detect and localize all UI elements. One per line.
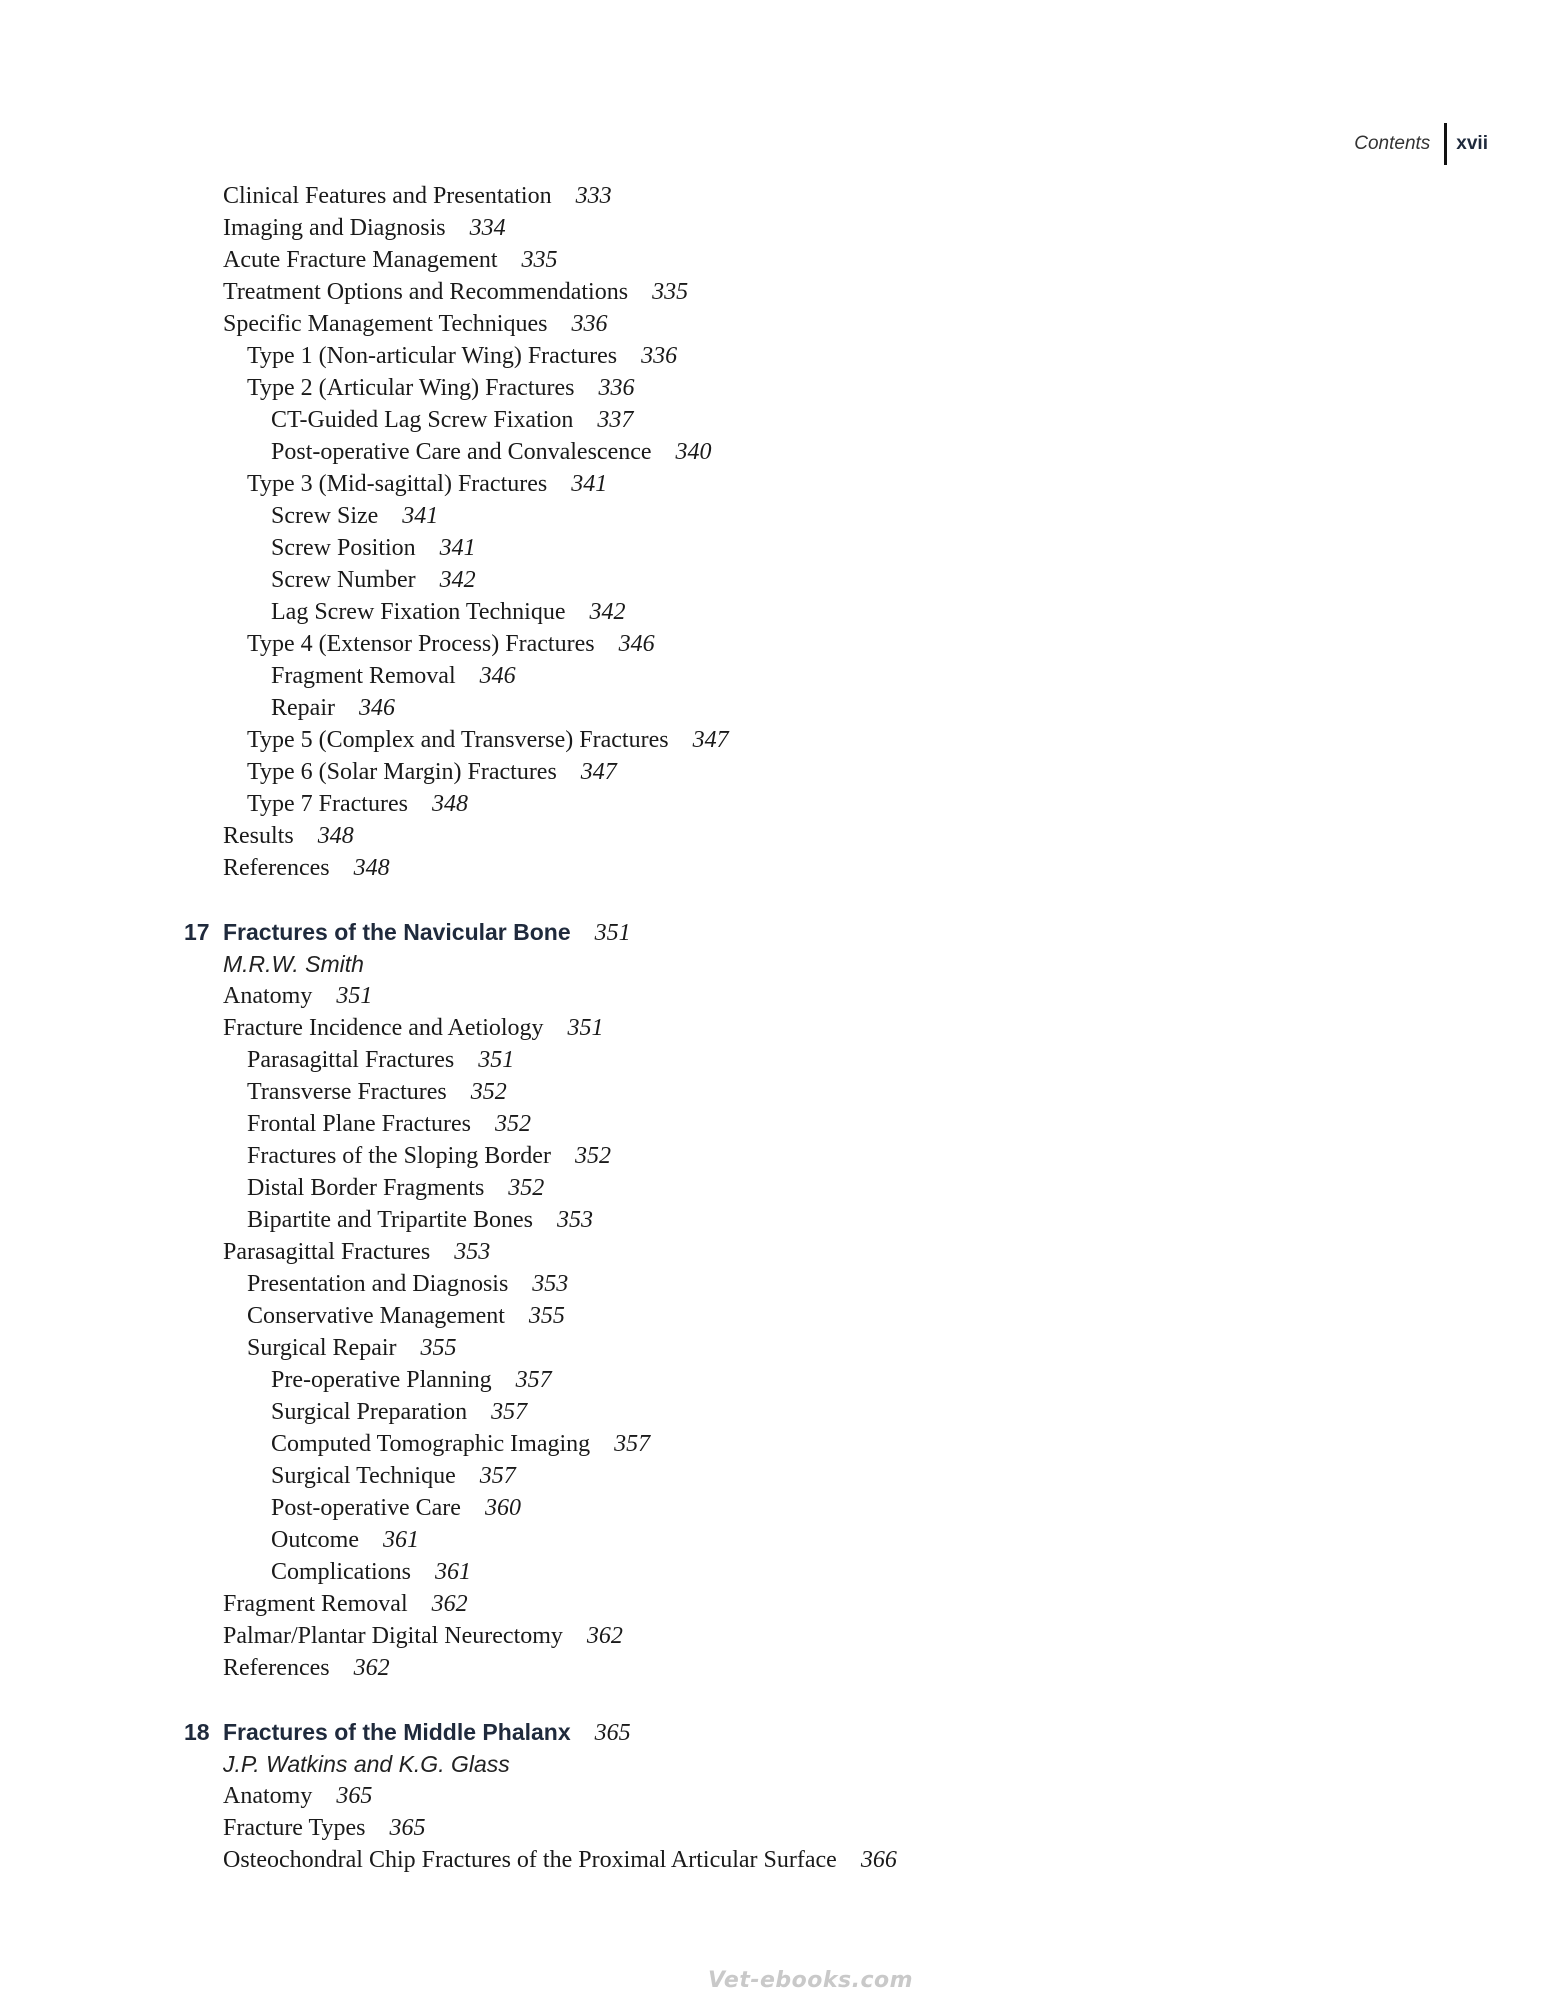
chapter-heading[interactable] bbox=[0, 1716, 1565, 1748]
chapter-page: 351 bbox=[594, 920, 631, 946]
chapter-page: 365 bbox=[594, 1720, 631, 1746]
toc-entry-page: 348 bbox=[317, 823, 354, 849]
toc-entry-page: 347 bbox=[692, 727, 729, 753]
toc-entry[interactable] bbox=[0, 468, 1565, 500]
chapter-number: 18 bbox=[184, 1719, 210, 1745]
toc-entry-title: Frontal Plane Fractures bbox=[247, 1111, 471, 1137]
toc-entry-page: 357 bbox=[491, 1399, 528, 1425]
toc-entry[interactable] bbox=[0, 1108, 1565, 1140]
toc-entry[interactable] bbox=[0, 628, 1565, 660]
toc-entry-title: Type 7 Fractures bbox=[247, 791, 408, 817]
toc-entry-title: Screw Position bbox=[271, 535, 416, 561]
toc-entry-page: 342 bbox=[439, 567, 476, 593]
toc-entry[interactable] bbox=[0, 1620, 1565, 1652]
toc-entry[interactable] bbox=[0, 1044, 1565, 1076]
toc-entry-title: Screw Size bbox=[271, 503, 379, 529]
toc-entry[interactable] bbox=[0, 820, 1565, 852]
toc-entry-page: 361 bbox=[435, 1559, 471, 1585]
toc-entry[interactable] bbox=[0, 564, 1565, 596]
toc-entry-page: 361 bbox=[382, 1527, 419, 1553]
toc-entry-title: Outcome bbox=[271, 1527, 359, 1553]
toc-entry-title: Anatomy bbox=[223, 1783, 313, 1809]
toc-entry[interactable] bbox=[0, 1524, 1565, 1556]
chapter-title: Fractures of the Middle Phalanx bbox=[223, 1719, 571, 1745]
toc-entry-page: 348 bbox=[353, 855, 390, 881]
toc-entry[interactable] bbox=[0, 1364, 1565, 1396]
toc-entry-page: 348 bbox=[431, 791, 468, 817]
toc-entry-title: References bbox=[223, 855, 330, 881]
toc-entry[interactable] bbox=[0, 276, 1565, 308]
toc-entry[interactable] bbox=[0, 404, 1565, 436]
toc-entry[interactable] bbox=[0, 532, 1565, 564]
toc-entry[interactable] bbox=[0, 212, 1565, 244]
toc-entry-title: Post-operative Care and Convalescence bbox=[271, 439, 652, 465]
toc-entry-title: Type 2 (Articular Wing) Fractures bbox=[247, 375, 575, 401]
toc-entry-page: 352 bbox=[508, 1175, 545, 1201]
toc-entry-page: 362 bbox=[431, 1591, 468, 1617]
toc-entry-title: Osteochondral Chip Fractures of the Proximal Articular Surface bbox=[223, 1847, 837, 1873]
toc-entry-title: Parasagittal Fractures bbox=[223, 1239, 431, 1265]
toc-entry[interactable] bbox=[0, 1428, 1565, 1460]
toc-entry-page: 357 bbox=[515, 1367, 552, 1393]
toc-entry-page: 340 bbox=[675, 439, 712, 465]
chapter-author: M.R.W. Smith bbox=[223, 951, 364, 977]
toc-entry-title: Specific Management Techniques bbox=[223, 311, 548, 337]
toc-entry-title: Surgical Preparation bbox=[271, 1399, 468, 1425]
toc-entry[interactable] bbox=[0, 500, 1565, 532]
toc-entry-page: 341 bbox=[402, 503, 439, 529]
toc-entry-page: 355 bbox=[420, 1335, 457, 1361]
toc-entry-title: Repair bbox=[271, 695, 335, 721]
toc-entry-page: 352 bbox=[494, 1111, 531, 1137]
toc-entry-page: 337 bbox=[597, 407, 634, 433]
toc-entry-page: 346 bbox=[479, 663, 516, 689]
toc-entry-page: 346 bbox=[618, 631, 655, 657]
toc-entry-page: 351 bbox=[567, 1015, 604, 1041]
toc-entry-page: 346 bbox=[358, 695, 395, 721]
toc-entry[interactable] bbox=[0, 852, 1565, 884]
toc-entry[interactable] bbox=[0, 1492, 1565, 1524]
toc-entry-page: 341 bbox=[571, 471, 608, 497]
toc-entry-page: 341 bbox=[439, 535, 476, 561]
toc-entry-title: Fragment Removal bbox=[223, 1591, 408, 1617]
toc-entry-title: Anatomy bbox=[223, 983, 313, 1009]
toc-entry[interactable] bbox=[0, 1332, 1565, 1364]
toc-entry-title: Screw Number bbox=[271, 567, 416, 593]
toc-entry-page: 365 bbox=[389, 1815, 426, 1841]
toc-entry-title: Conservative Management bbox=[247, 1303, 505, 1329]
chapter-author: J.P. Watkins and K.G. Glass bbox=[223, 1751, 510, 1777]
toc-entry[interactable] bbox=[0, 340, 1565, 372]
toc-entry[interactable] bbox=[0, 660, 1565, 692]
toc-entry-title: Distal Border Fragments bbox=[247, 1175, 485, 1201]
toc-entry[interactable] bbox=[0, 1652, 1565, 1684]
toc-entry-title: Type 5 (Complex and Transverse) Fractures bbox=[247, 727, 669, 753]
toc-entry-title: Pre-operative Planning bbox=[271, 1367, 492, 1393]
toc-entry-page: 365 bbox=[336, 1783, 373, 1809]
toc-entry-page: 351 bbox=[336, 983, 373, 1009]
toc-entry[interactable] bbox=[0, 372, 1565, 404]
chapter-number: 17 bbox=[184, 919, 210, 945]
chapter-heading[interactable] bbox=[0, 916, 1565, 948]
toc-entry-title: References bbox=[223, 1655, 330, 1681]
toc-entry-page: 362 bbox=[353, 1655, 390, 1681]
toc-entry-page: 353 bbox=[532, 1271, 569, 1297]
toc-entry[interactable] bbox=[0, 1076, 1565, 1108]
toc-entry-title: Transverse Fractures bbox=[247, 1079, 447, 1105]
toc-entry[interactable] bbox=[0, 1460, 1565, 1492]
page-number: xvii bbox=[1456, 133, 1488, 154]
toc-entry[interactable] bbox=[0, 1812, 1565, 1844]
toc-entry[interactable] bbox=[0, 308, 1565, 340]
toc-entry-page: 336 bbox=[571, 311, 608, 337]
toc-entry[interactable] bbox=[0, 692, 1565, 724]
toc-entry-page: 360 bbox=[484, 1495, 521, 1521]
toc-entry[interactable] bbox=[0, 244, 1565, 276]
toc-entry-page: 352 bbox=[470, 1079, 507, 1105]
toc-entry-page: 335 bbox=[521, 247, 558, 273]
running-header-section: Contents bbox=[1354, 133, 1431, 154]
toc-entry-title: Treatment Options and Recommendations bbox=[223, 279, 629, 305]
toc-entry[interactable] bbox=[0, 724, 1565, 756]
toc-entry-page: 353 bbox=[454, 1239, 491, 1265]
toc-entry-title: Imaging and Diagnosis bbox=[223, 215, 446, 241]
table-of-contents bbox=[0, 180, 1565, 1876]
toc-entry-page: 357 bbox=[479, 1463, 516, 1489]
toc-entry-title: Fractures of the Sloping Border bbox=[247, 1143, 551, 1169]
toc-entry[interactable] bbox=[0, 596, 1565, 628]
toc-entry-title: Fragment Removal bbox=[271, 663, 456, 689]
toc-entry[interactable] bbox=[0, 1204, 1565, 1236]
toc-entry-title: Presentation and Diagnosis bbox=[247, 1271, 509, 1297]
toc-entry-title: Type 1 (Non-articular Wing) Fractures bbox=[247, 343, 618, 369]
toc-entry[interactable] bbox=[0, 1236, 1565, 1268]
toc-entry-title: Results bbox=[223, 823, 294, 849]
toc-entry-title: Palmar/Plantar Digital Neurectomy bbox=[223, 1623, 563, 1649]
running-header bbox=[1354, 124, 1488, 164]
toc-entry-page: 335 bbox=[652, 279, 689, 305]
toc-entry-title: Type 6 (Solar Margin) Fractures bbox=[247, 759, 557, 785]
toc-entry-page: 333 bbox=[575, 183, 612, 209]
toc-entry[interactable] bbox=[0, 1780, 1565, 1812]
toc-entry-title: Clinical Features and Presentation bbox=[223, 183, 552, 209]
toc-entry-title: Lag Screw Fixation Technique bbox=[271, 599, 566, 625]
toc-entry-title: Type 3 (Mid-sagittal) Fractures bbox=[247, 471, 548, 497]
toc-entry-page: 357 bbox=[614, 1431, 651, 1457]
toc-entry-page: 342 bbox=[589, 599, 626, 625]
toc-entry-page: 366 bbox=[860, 1847, 897, 1873]
toc-entry-title: Bipartite and Tripartite Bones bbox=[247, 1207, 533, 1233]
toc-entry[interactable] bbox=[0, 180, 1565, 212]
toc-entry-title: Fracture Types bbox=[223, 1815, 366, 1841]
toc-entry[interactable] bbox=[0, 1140, 1565, 1172]
toc-entry-title: Type 4 (Extensor Process) Fractures bbox=[247, 631, 595, 657]
toc-entry-page: 334 bbox=[469, 215, 506, 241]
toc-entry-title: CT-Guided Lag Screw Fixation bbox=[271, 407, 574, 433]
toc-entry[interactable] bbox=[0, 1012, 1565, 1044]
toc-entry-title: Post-operative Care bbox=[271, 1495, 461, 1521]
chapter-title: Fractures of the Navicular Bone bbox=[223, 919, 571, 945]
toc-entry-page: 336 bbox=[641, 343, 678, 369]
toc-entry[interactable] bbox=[0, 1172, 1565, 1204]
toc-entry-page: 355 bbox=[528, 1303, 565, 1329]
toc-entry-page: 351 bbox=[478, 1047, 515, 1073]
toc-entry[interactable] bbox=[0, 1268, 1565, 1300]
toc-entry-page: 353 bbox=[556, 1207, 593, 1233]
toc-entry[interactable] bbox=[0, 1588, 1565, 1620]
toc-entry-title: Complications bbox=[271, 1559, 411, 1585]
toc-entry[interactable] bbox=[0, 1396, 1565, 1428]
toc-entry-page: 347 bbox=[580, 759, 617, 785]
toc-entry-title: Fracture Incidence and Aetiology bbox=[223, 1015, 544, 1041]
toc-entry-title: Computed Tomographic Imaging bbox=[271, 1431, 591, 1457]
toc-entry[interactable] bbox=[0, 980, 1565, 1012]
toc-entry-title: Surgical Technique bbox=[271, 1463, 456, 1489]
toc-entry[interactable] bbox=[0, 756, 1565, 788]
toc-entry[interactable] bbox=[0, 436, 1565, 468]
toc-entry[interactable] bbox=[0, 1556, 1565, 1588]
toc-entry[interactable] bbox=[0, 1844, 1565, 1876]
toc-entry-page: 336 bbox=[598, 375, 635, 401]
toc-entry-title: Acute Fracture Management bbox=[223, 247, 498, 273]
toc-entry-page: 362 bbox=[586, 1623, 623, 1649]
toc-entry[interactable] bbox=[0, 788, 1565, 820]
toc-entry-title: Parasagittal Fractures bbox=[247, 1047, 455, 1073]
toc-entry[interactable] bbox=[0, 1300, 1565, 1332]
toc-entry-page: 352 bbox=[574, 1143, 611, 1169]
toc-entry-title: Surgical Repair bbox=[247, 1335, 397, 1361]
watermark-logo: Vet-ebooks.com bbox=[708, 1968, 914, 1993]
